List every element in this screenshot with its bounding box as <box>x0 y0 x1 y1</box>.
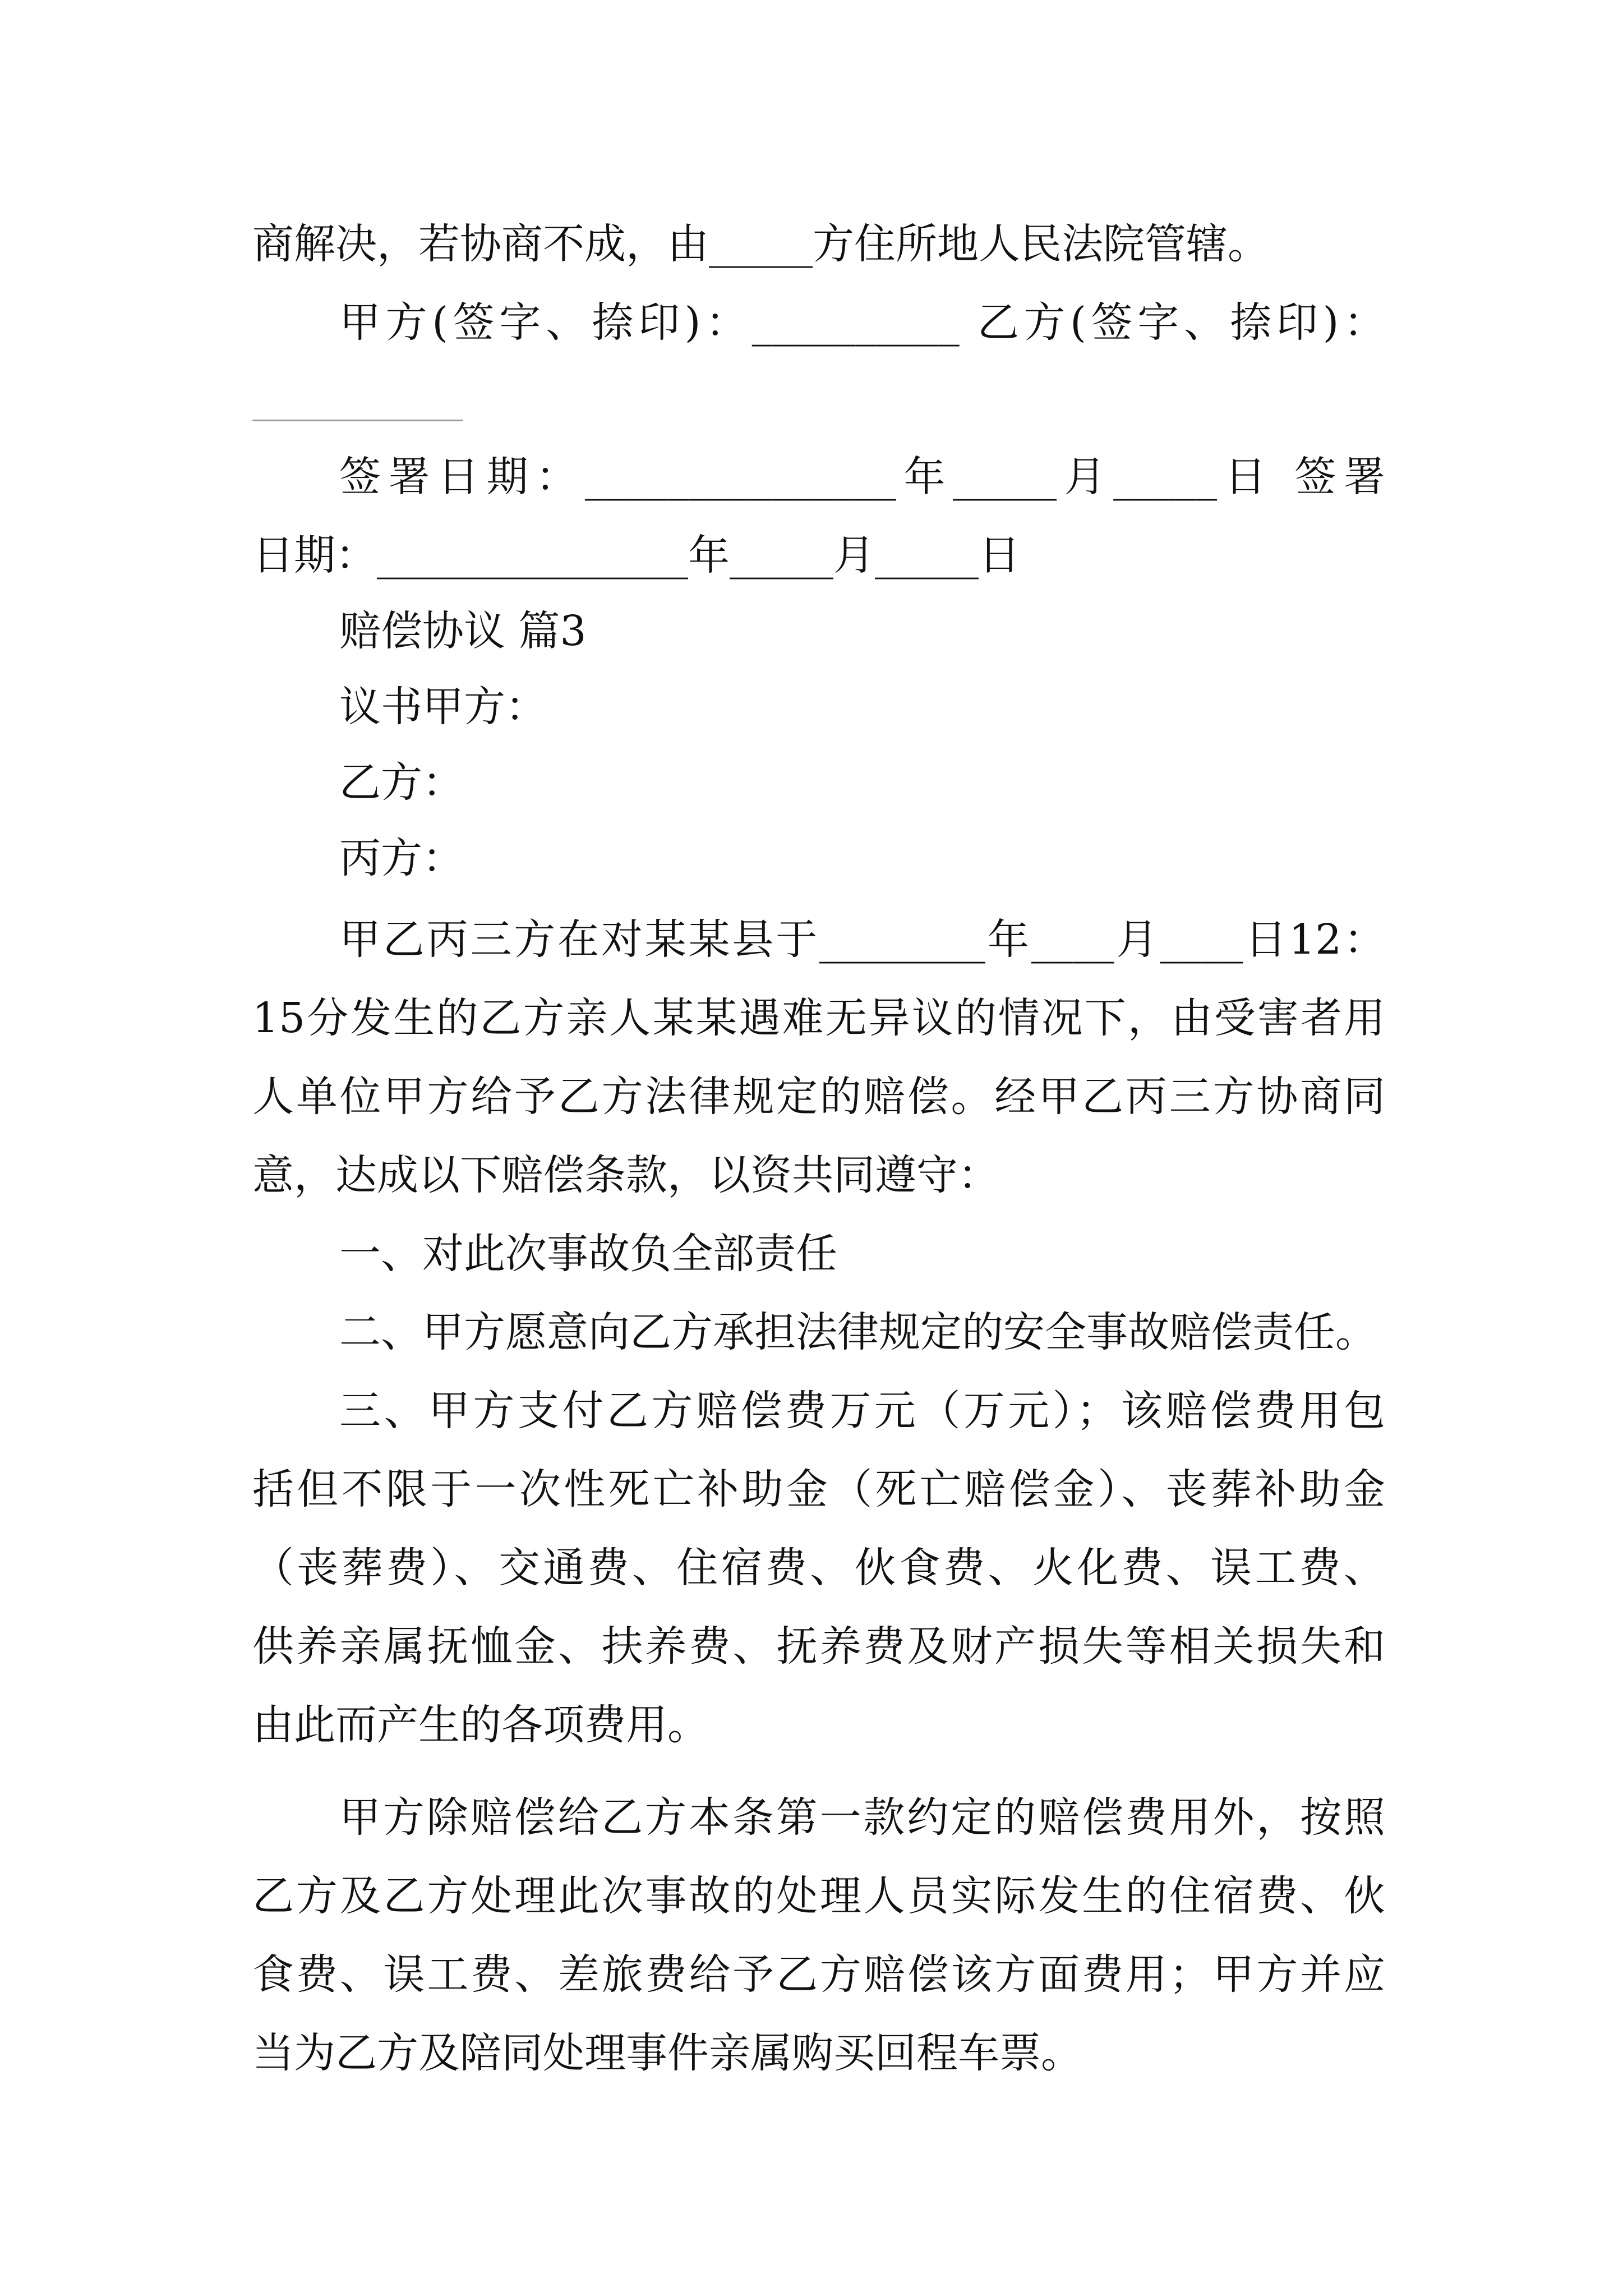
paragraph-line: 甲方除赔偿给乙方本条第一款约定的赔偿费用外，按照 <box>339 1793 1385 1842</box>
party-a-label: 议书甲方： <box>339 683 547 731</box>
signature-line: 甲方(签字、捺印)：__________ 乙方(签字、捺印)： <box>339 298 1385 347</box>
clause-three-line: 供养亲属抚恤金、扶养费、抚养费及财产损失等相关损失和 <box>252 1622 1385 1671</box>
section-heading: 赔偿协议 篇3 <box>339 607 587 655</box>
clause-one: 一、对此次事故负全部责任 <box>339 1230 837 1278</box>
date-line: 签署日期：_______________年_____月_____日 签署 <box>339 453 1385 501</box>
paragraph-line: 甲乙丙三方在对某某县于________年____月____日12： <box>339 915 1385 964</box>
clause-three-line: （丧葬费）、交通费、住宿费、伙食费、火化费、误工费、 <box>252 1544 1385 1592</box>
paragraph-line: 当为乙方及陪同处理事件亲属购买回程车票。 <box>252 2029 1082 2077</box>
date-line-continued: 日期：_______________年_____月_____日 <box>252 531 1020 579</box>
party-b-label: 乙方： <box>339 758 464 807</box>
paragraph-line: 意，达成以下赔偿条款，以资共同遵守： <box>252 1151 999 1199</box>
signature-blank-rule <box>252 420 463 421</box>
clause-three-line: 括但不限于一次性死亡补助金（死亡赔偿金）、丧葬补助金 <box>252 1465 1385 1513</box>
paragraph-line: 15分发生的乙方亲人某某遇难无异议的情况下，由受害者用 <box>252 994 1385 1042</box>
body-line: 商解决，若协商不成，由_____方住所地人民法院管辖。 <box>252 220 1269 268</box>
clause-two: 二、甲方愿意向乙方承担法律规定的安全事故赔偿责任。 <box>339 1308 1377 1356</box>
clause-three-line: 三、甲方支付乙方赔偿费万元（万元）；该赔偿费用包 <box>339 1387 1385 1435</box>
paragraph-line: 食费、误工费、差旅费给予乙方赔偿该方面费用；甲方并应 <box>252 1950 1385 1999</box>
paragraph-line: 乙方及乙方处理此次事故的处理人员实际发生的住宿费、伙 <box>252 1872 1385 1920</box>
paragraph-line: 人单位甲方给予乙方法律规定的赔偿。经甲乙丙三方协商同 <box>252 1073 1385 1121</box>
clause-three-line: 由此而产生的各项费用。 <box>252 1701 709 1749</box>
party-c-label: 丙方： <box>339 834 464 882</box>
